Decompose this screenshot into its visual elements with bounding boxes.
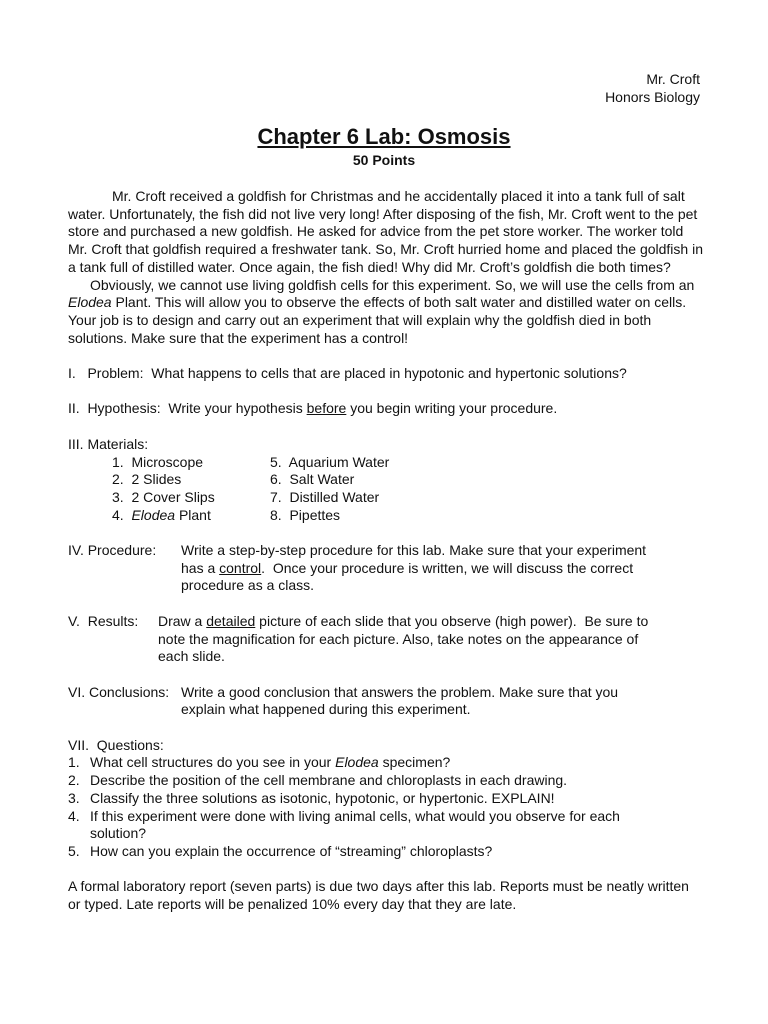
intro-paragraph-2 (68, 277, 704, 348)
page-title: Chapter 6 Lab: Osmosis (257, 124, 511, 149)
elodea-term: Elodea (131, 506, 176, 523)
material-item: 5. Aquarium Water (270, 453, 390, 470)
hypothesis-section (68, 400, 704, 418)
question-number: 4. (68, 807, 80, 824)
questions-list (68, 754, 704, 860)
material-item: 3. 2 Cover Slips (112, 488, 215, 505)
question-text: Describe the position of the cell membrane and chloroplasts in each drawing. (90, 772, 568, 789)
questions-heading: VII. Questions: (68, 736, 164, 753)
question-item (68, 808, 704, 843)
results-text (158, 613, 648, 666)
course-name: Honors Biology (605, 89, 700, 105)
material-item: 1. Microscope (112, 453, 204, 470)
procedure-line: Write a step-by-step procedure for this lab. Make sure that your experiment (181, 542, 647, 558)
material-num: 4. (112, 506, 132, 523)
materials-heading: III. Materials: (68, 435, 149, 452)
question-item (68, 843, 704, 861)
conclusions-label: VI. Conclusions: (68, 683, 170, 700)
results-text-part: picture of each slide that you observe (high power). Be sure to (255, 612, 649, 629)
question-line: If this experiment were done with living animal cells, what would you observe for each (90, 807, 620, 824)
procedure-text (181, 542, 646, 595)
procedure-label: IV. Procedure: (68, 542, 157, 558)
results-line: each slide. (158, 648, 225, 665)
material-item (68, 507, 270, 525)
materials-row (68, 471, 704, 489)
material-item: 6. Salt Water (270, 471, 355, 488)
conclusions-line: Write a good conclusion that answers the problem. Make sure that you (181, 683, 619, 700)
question-text-part: What cell structures do you see in your (90, 754, 336, 771)
material-rest: Plant (175, 506, 211, 523)
results-text-part: Draw a (158, 612, 207, 629)
intro-p2-end: Plant. This will allow you to observe the effects of both salt water and distilled water on cells. Your job is to design and carry out an experiment that will explain why the goldfish died in both solutions. Make sure that the experiment has a control! (68, 294, 687, 346)
question-item (68, 754, 704, 772)
procedure-underlined: control (219, 559, 262, 576)
question-text (90, 754, 450, 772)
problem-section: I. Problem: What happens to cells that are placed in hypotonic and hypertonic solutions? (68, 365, 627, 382)
conclusions-text (181, 684, 618, 719)
question-line: solution? (90, 825, 147, 842)
results-underlined: detailed (206, 612, 256, 629)
teacher-name: Mr. Croft (646, 71, 700, 87)
hypothesis-end: you begin writing your procedure. (346, 400, 558, 417)
question-item (68, 790, 704, 808)
results-line (158, 613, 648, 631)
procedure-text-part: . Once your procedure is written, we will discuss the correct (261, 559, 634, 576)
question-item (68, 772, 704, 790)
hypothesis-start: II. Hypothesis: Write your hypothesis (68, 400, 307, 417)
procedure-text-part: has a (181, 559, 220, 576)
materials-row (68, 454, 704, 472)
procedure-line: procedure as a class. (181, 577, 315, 594)
procedure-section (68, 542, 704, 595)
question-number: 2. (68, 772, 80, 789)
materials-row (68, 489, 704, 507)
procedure-line (181, 560, 646, 578)
question-number: 5. (68, 842, 80, 859)
header-block (605, 70, 700, 106)
material-item: 8. Pipettes (270, 506, 341, 523)
document-body (68, 188, 704, 914)
material-item: 7. Distilled Water (270, 488, 380, 505)
hypothesis-underlined: before (306, 400, 347, 417)
question-number: 3. (68, 789, 80, 806)
intro-paragraph-1: Mr. Croft received a goldfish for Christmas and he accidentally placed it into a tank full of salt water. Unfortunately, the fish did not live very long! After disposing of the fish, Mr. Croft went to the pet store and purchased a new goldfish. He asked for advice from the pet store worker. The worker told Mr. Croft that goldfish required a freshwater tank. So, Mr. Croft hurried home and placed the goldfish in a tank full of distilled water. Once again, the fish died! Why did Mr. Croft’s goldfish die both times? (68, 188, 703, 275)
conclusions-line: explain what happened during this experiment. (181, 701, 471, 718)
points-subtitle: 50 Points (352, 152, 416, 168)
materials-row (68, 507, 704, 525)
intro-p2-start: Obviously, we cannot use living goldfish cells for this experiment. So, we will use the cells from an (90, 276, 695, 293)
footer-note: A formal laboratory report (seven parts) is due two days after this lab. Reports must be neatly written or typed. Late reports will be penalized 10% every day that they are late. (68, 878, 689, 912)
elodea-term: Elodea (335, 754, 379, 771)
question-text-part: specimen? (378, 754, 451, 771)
conclusions-section (68, 684, 704, 719)
question-text (90, 808, 620, 843)
results-line: note the magnification for each picture. Also, take notes on the appearance of (158, 630, 639, 647)
elodea-term: Elodea (68, 294, 112, 311)
question-text: How can you explain the occurrence of “streaming” chloroplasts? (90, 842, 493, 859)
question-text: Classify the three solutions as isotonic, hypotonic, or hypertonic. EXPLAIN! (90, 789, 555, 806)
results-section (68, 613, 704, 666)
material-item: 2. 2 Slides (112, 471, 182, 488)
materials-list (68, 454, 704, 525)
question-number: 1. (68, 754, 80, 771)
results-label: V. Results: (68, 612, 139, 629)
